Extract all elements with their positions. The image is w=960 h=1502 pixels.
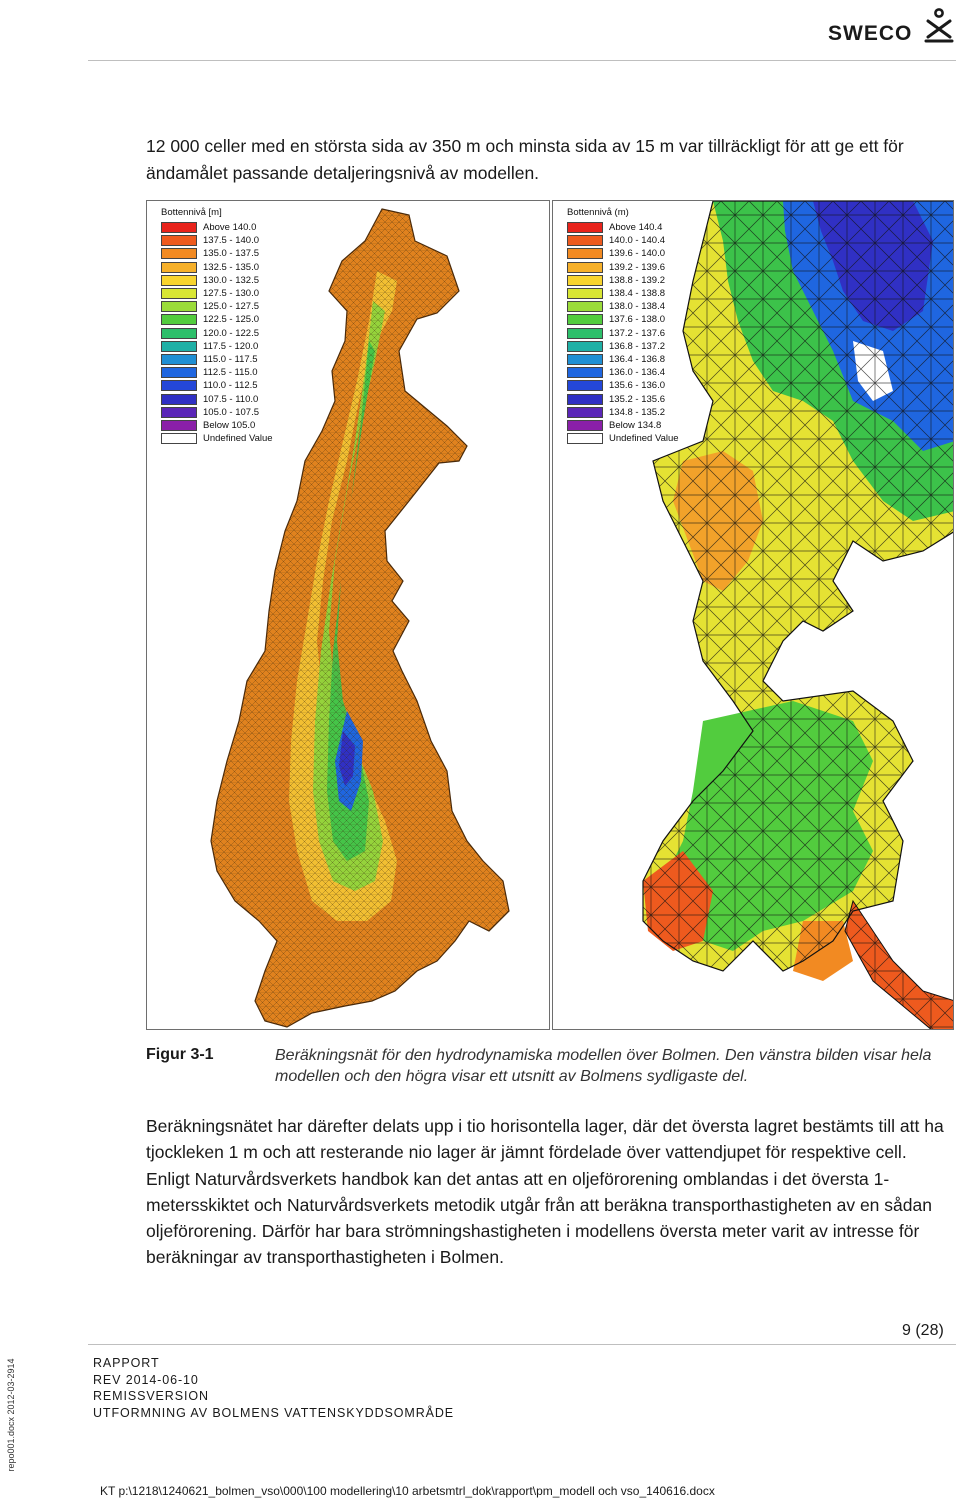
legend-item <box>567 300 679 313</box>
legend-swatch <box>161 367 197 378</box>
right-map-legend <box>567 207 679 445</box>
legend-item <box>161 406 273 419</box>
left-mesh-map <box>146 200 550 1030</box>
legend-label: 127.5 - 130.0 <box>203 288 259 300</box>
legend-swatch <box>161 288 197 299</box>
logo-text: SWECO <box>828 22 913 45</box>
legend-label: 138.4 - 138.8 <box>609 288 665 300</box>
legend-label: 120.0 - 122.5 <box>203 327 259 339</box>
legend-swatch <box>161 380 197 391</box>
legend-label: 110.0 - 112.5 <box>203 380 258 392</box>
legend-swatch <box>161 248 197 259</box>
legend-item <box>567 247 679 260</box>
legend-label: 132.5 - 135.0 <box>203 261 259 273</box>
legend-swatch <box>161 394 197 405</box>
legend-item <box>161 261 273 274</box>
legend-label: 130.0 - 132.5 <box>203 274 259 286</box>
legend-label: 140.0 - 140.4 <box>609 235 665 247</box>
legend-label: 135.2 - 135.6 <box>609 393 665 405</box>
footer-divider <box>88 1344 956 1345</box>
legend-item <box>567 221 679 234</box>
legend-swatch <box>567 248 603 259</box>
legend-swatch <box>567 380 603 391</box>
legend-label: 107.5 - 110.0 <box>203 393 259 405</box>
legend-label: Above 140.0 <box>203 222 257 234</box>
legend-label: 135.0 - 137.5 <box>203 248 259 260</box>
legend-swatch <box>161 407 197 418</box>
legend-label: 136.0 - 136.4 <box>609 367 665 379</box>
footer-line-version: REMISSVERSION <box>93 1389 209 1404</box>
legend-swatch <box>161 222 197 233</box>
legend-item <box>567 287 679 300</box>
legend-item <box>567 274 679 287</box>
legend-label: Below 105.0 <box>203 419 256 431</box>
legend-item <box>567 432 679 445</box>
legend-swatch <box>161 328 197 339</box>
legend-item <box>161 327 273 340</box>
legend-item <box>161 353 273 366</box>
legend-item <box>567 419 679 432</box>
legend-label: 137.5 - 140.0 <box>203 235 259 247</box>
footer-line-doc-type: RAPPORT <box>93 1356 160 1370</box>
legend-item <box>161 313 273 326</box>
legend-label: Undefined Value <box>609 433 679 445</box>
legend-label: 134.8 - 135.2 <box>609 406 665 418</box>
legend-item <box>161 432 273 445</box>
template-id: repo001.docx 2012-03-2914 <box>6 1358 16 1472</box>
sweco-logo <box>828 8 954 48</box>
legend-label: Above 140.4 <box>609 222 663 234</box>
legend-swatch <box>567 341 603 352</box>
legend-swatch <box>161 354 197 365</box>
legend-label: 139.6 - 140.0 <box>609 248 665 260</box>
legend-item <box>567 379 679 392</box>
legend-title: Bottennivå (m) <box>567 207 629 218</box>
legend-label: 135.6 - 136.0 <box>609 380 665 392</box>
legend-swatch <box>161 314 197 325</box>
legend-label: 105.0 - 107.5 <box>203 406 259 418</box>
legend-item <box>567 406 679 419</box>
legend-swatch <box>567 420 603 431</box>
footer-report-info <box>93 1355 454 1421</box>
legend-swatch <box>161 275 197 286</box>
legend-label: Below 134.8 <box>609 419 662 431</box>
legend-swatch <box>567 367 603 378</box>
legend-item <box>567 261 679 274</box>
legend-item <box>161 287 273 300</box>
legend-swatch <box>567 407 603 418</box>
legend-swatch <box>567 394 603 405</box>
legend-label: 117.5 - 120.0 <box>203 340 259 352</box>
legend-label: 122.5 - 125.0 <box>203 314 259 326</box>
legend-label: 136.8 - 137.2 <box>609 340 665 352</box>
body-paragraph: Beräkningsnätet har därefter delats upp i tio horisontella lager, där det översta lagret bestämts till att ha tjockleken 1 m och att resterande nio lager är jämnt fördelade över vattendjupet för respektive cell. Enligt Naturvårdsverkets handbok kan det antas att en oljeförorening omblandas i det översta 1-metersskiktet och Naturvårdsverkets metodik utgår från att beräkna transporthastigheten av en sådan oljeförorening. Därför har bara strömningshastigheten i modellens översta meter varit av intresse för beräkningar av transporthastigheten i Bolmen. <box>146 1116 944 1268</box>
legend-swatch <box>567 222 603 233</box>
legend-label: 136.4 - 136.8 <box>609 353 665 365</box>
legend-swatch <box>161 341 197 352</box>
legend-item <box>161 247 273 260</box>
legend-item <box>567 353 679 366</box>
legend-label: 138.0 - 138.4 <box>609 301 665 313</box>
figure-caption-label: Figur 3-1 <box>146 1046 214 1063</box>
legend-item <box>161 392 273 405</box>
legend-label: 139.2 - 139.6 <box>609 261 665 273</box>
legend-label: 125.0 - 127.5 <box>203 301 259 313</box>
legend-swatch <box>161 235 197 246</box>
legend-label: 137.2 - 137.6 <box>609 327 665 339</box>
left-map-legend <box>161 207 273 445</box>
legend-swatch <box>567 328 603 339</box>
legend-item <box>161 221 273 234</box>
legend-item <box>567 366 679 379</box>
legend-swatch <box>161 262 197 273</box>
legend-item <box>161 300 273 313</box>
legend-swatch <box>567 433 603 444</box>
legend-label: 137.6 - 138.0 <box>609 314 665 326</box>
legend-swatch <box>161 433 197 444</box>
legend-label: 112.5 - 115.0 <box>203 367 258 379</box>
legend-title: Bottennivå [m] <box>161 207 222 218</box>
right-mesh-map <box>552 200 954 1030</box>
intro-paragraph: 12 000 celler med en största sida av 350 m och minsta sida av 15 m var tillräckligt för att ge ett för ändamålet passande detaljeringsnivå av modellen. <box>146 136 904 183</box>
legend-item <box>567 327 679 340</box>
legend-swatch <box>567 314 603 325</box>
legend-swatch <box>567 301 603 312</box>
figure-caption-text: Beräkningsnät för den hydrodynamiska modellen över Bolmen. Den vänstra bilden visar hela modellen och den högra visar ett utsnitt av Bolmens sydligaste del. <box>275 1047 932 1085</box>
legend-item <box>161 274 273 287</box>
legend-item <box>567 392 679 405</box>
legend-item <box>161 379 273 392</box>
legend-swatch <box>161 301 197 312</box>
file-path: KT p:\1218\1240621_bolmen_vso\000\100 modellering\10 arbetsmtrl_dok\rapport\pm_modell och vso_140616.docx <box>100 1484 715 1498</box>
legend-label: Undefined Value <box>203 433 273 445</box>
legend-swatch <box>567 275 603 286</box>
legend-item <box>161 366 273 379</box>
figure-3-1 <box>146 200 954 1032</box>
legend-item <box>161 419 273 432</box>
legend-item <box>161 340 273 353</box>
legend-swatch <box>567 288 603 299</box>
legend-swatch <box>161 420 197 431</box>
footer-line-title: UTFORMNING AV BOLMENS VATTENSKYDDSOMRÅDE <box>93 1405 455 1420</box>
sweco-figure-icon <box>924 8 954 44</box>
legend-label: 138.8 - 139.2 <box>609 274 665 286</box>
legend-swatch <box>567 235 603 246</box>
legend-item <box>161 234 273 247</box>
footer-line-revision: REV 2014-06-10 <box>93 1372 199 1387</box>
legend-label: 115.0 - 117.5 <box>203 353 258 365</box>
header-divider <box>88 60 956 61</box>
legend-item <box>567 234 679 247</box>
legend-swatch <box>567 354 603 365</box>
page-number: 9 (28) <box>902 1322 944 1339</box>
legend-swatch <box>567 262 603 273</box>
legend-item <box>567 313 679 326</box>
legend-item <box>567 340 679 353</box>
